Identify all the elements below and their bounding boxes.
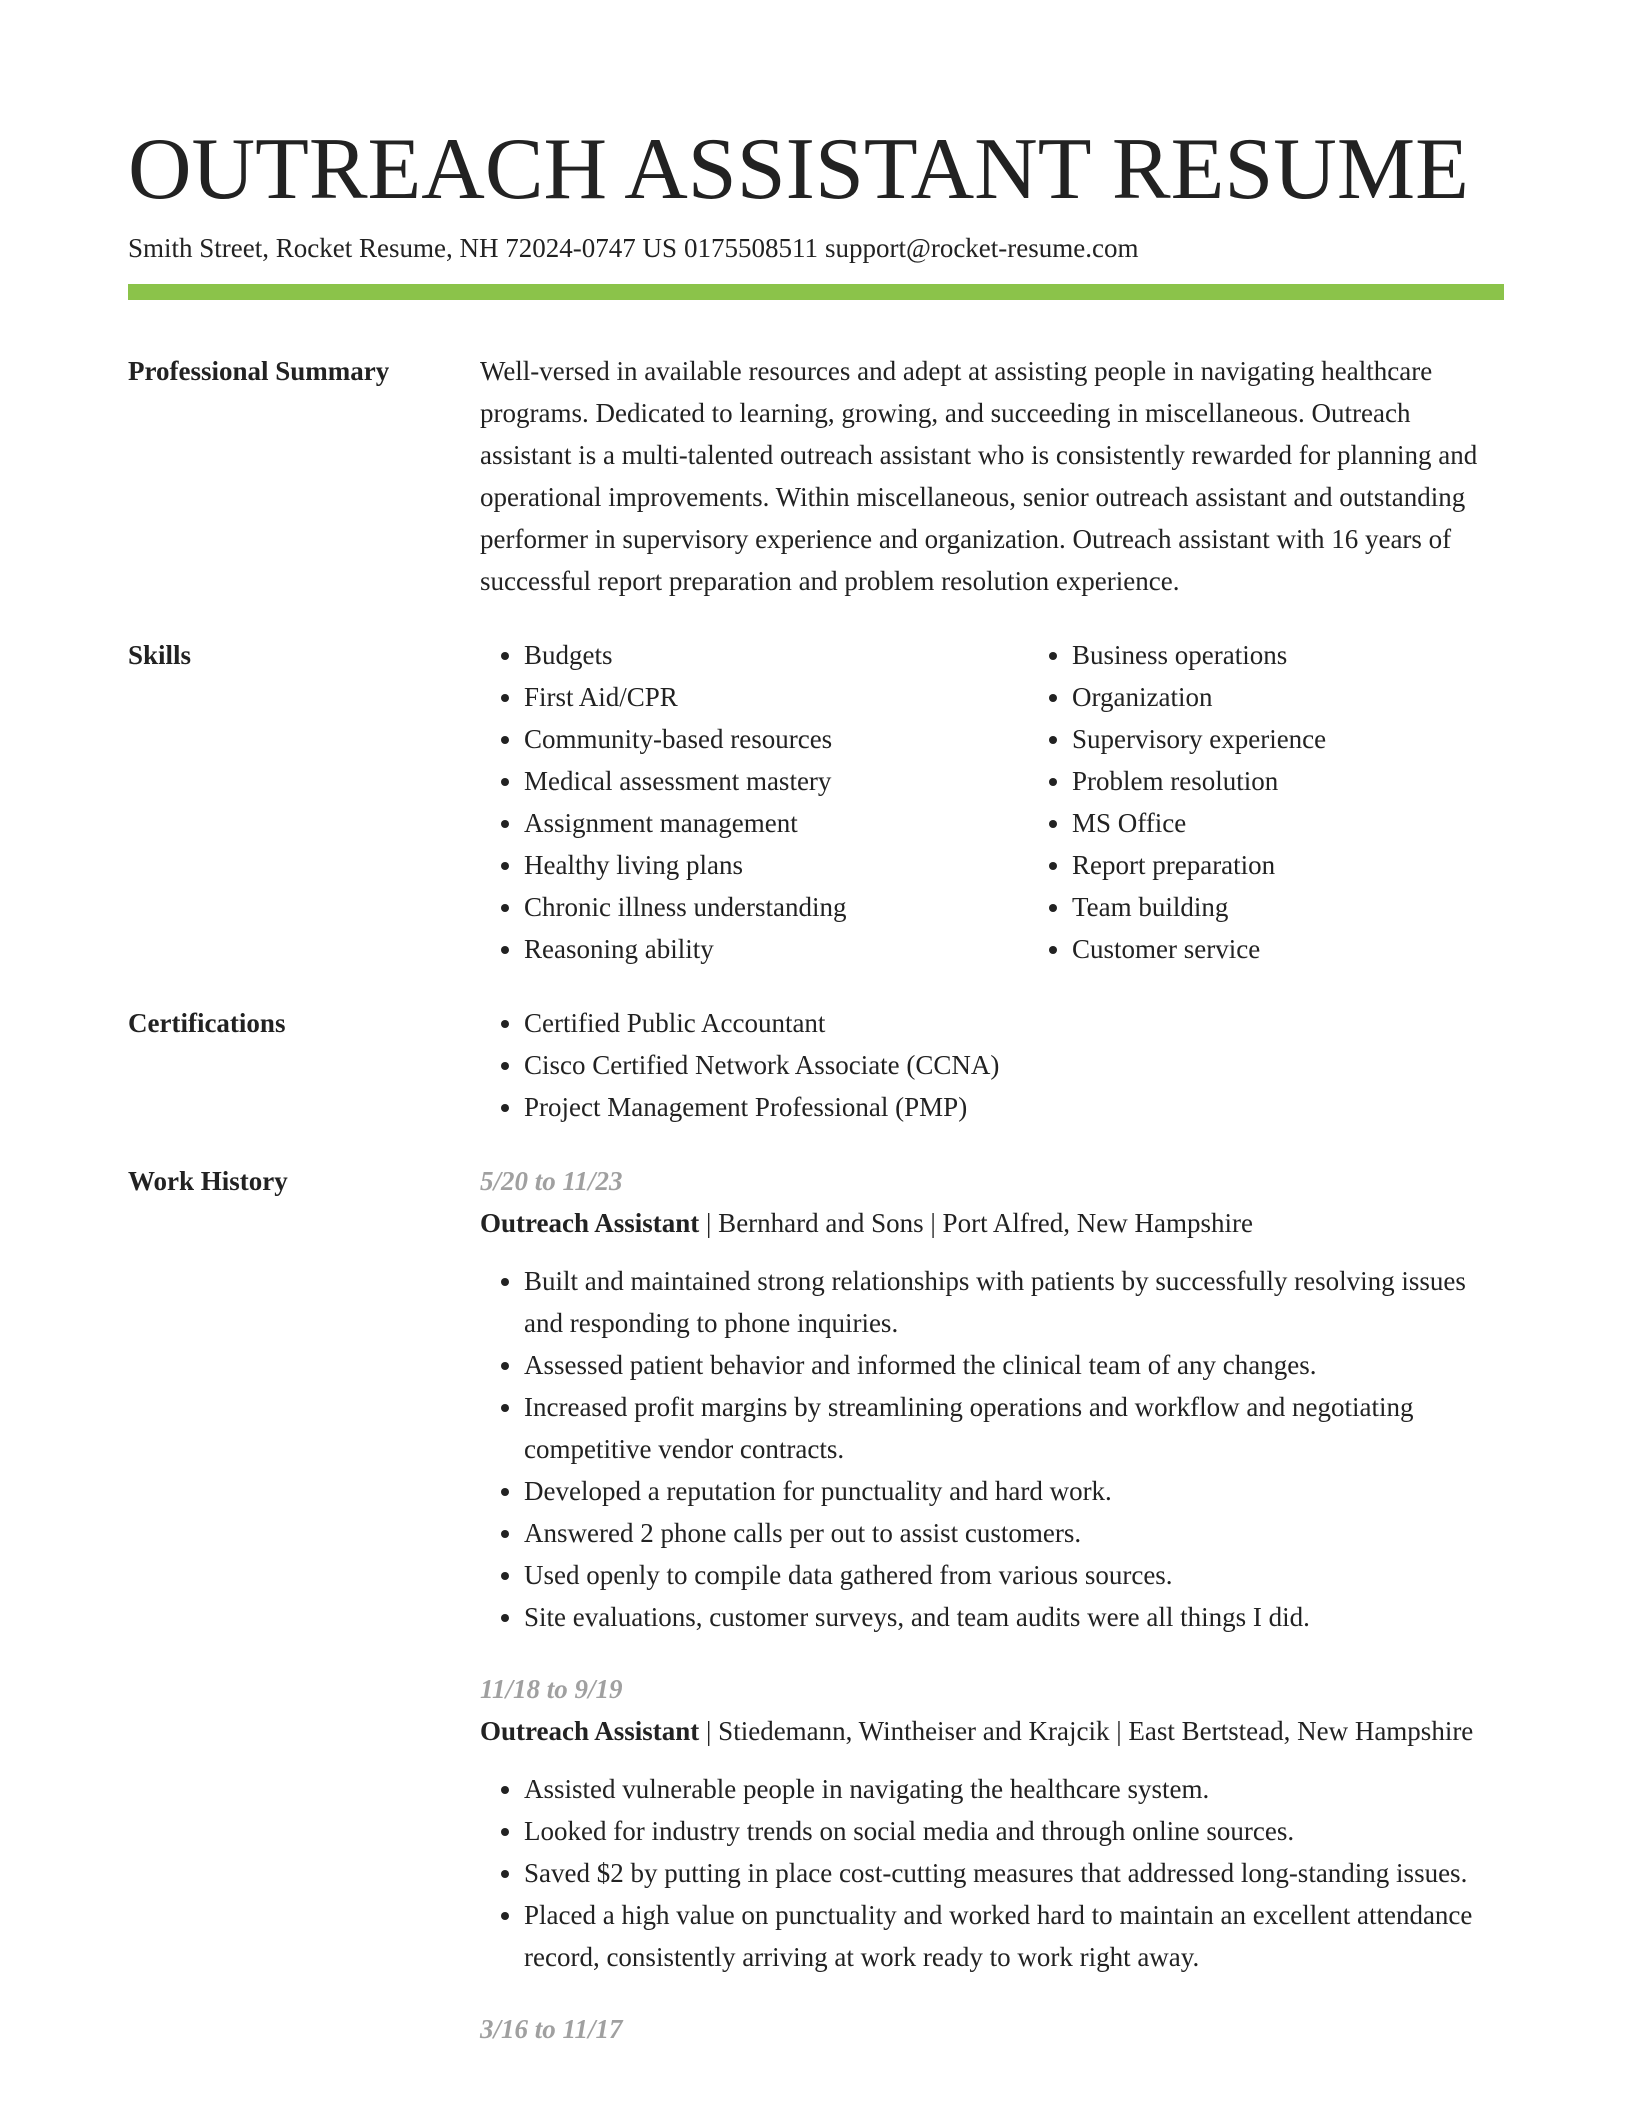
work-history-heading: Work History <box>128 1166 288 1196</box>
contact-phone: 0175508511 <box>683 233 818 263</box>
contact-email: support@rocket-resume.com <box>824 233 1139 263</box>
job-title: Outreach Assistant <box>480 1716 700 1746</box>
work-history-body <box>480 1160 1504 2080</box>
certification-item: • Certified Public Accountant <box>524 1002 1504 1044</box>
skill-item: • Organization <box>1072 676 1576 718</box>
summary-text: Well-versed in available resources and adept at assisting people in navigating healthcare programs. Dedicated to learning, growing, and succeeding in miscellaneous. Outreach assistant is a multi-talented outreach assistant who is consistently rewarded for planning and operational improvements. Within miscellaneous, senior outreach assistant and outstanding performer in supervisory experience and organization. Outreach assistant with 16 years of successful report preparation and problem resolution experience. <box>480 356 1478 596</box>
skill-item: • MS Office <box>1072 802 1576 844</box>
certifications-body <box>480 1002 1504 1128</box>
job-heading <box>480 1710 1504 1752</box>
job-entry <box>480 1668 1504 1978</box>
resume-page <box>128 118 1504 2080</box>
resume-title: OUTREACH ASSISTANT RESUME <box>128 121 1469 218</box>
job-duty-item: • Placed a high value on punctuality and worked hard to maintain an excellent attendance record, consistently arriving at work ready to work right away. <box>524 1894 1504 1978</box>
certifications-list <box>480 1002 1504 1128</box>
job-duty-item: • Built and maintained strong relationships with patients by successfully resolving issues and responding to phone inquiries. <box>524 1260 1504 1344</box>
skill-item: • Healthy living plans <box>524 844 1028 886</box>
job-duty-item: • Looked for industry trends on social media and through online sources. <box>524 1810 1504 1852</box>
job-duty-item: • Assisted vulnerable people in navigating the healthcare system. <box>524 1768 1504 1810</box>
skills-list-left <box>480 634 1028 970</box>
job-entry <box>480 2008 1504 2050</box>
job-duty-item: • Increased profit margins by streamlining operations and workflow and negotiating competitive vendor contracts. <box>524 1386 1504 1470</box>
certification-item: • Project Management Professional (PMP) <box>524 1086 1504 1128</box>
summary-section <box>128 350 1504 602</box>
job-duty-item: • Used openly to compile data gathered from various sources. <box>524 1554 1504 1596</box>
certification-item: • Cisco Certified Network Associate (CCNA) <box>524 1044 1504 1086</box>
skill-item: • Customer service <box>1072 928 1576 970</box>
job-heading <box>480 1202 1504 1244</box>
skills-list-right <box>1028 634 1576 970</box>
job-duty-item: • Developed a reputation for punctuality and hard work. <box>524 1470 1504 1512</box>
skill-item: • Problem resolution <box>1072 760 1576 802</box>
job-date: 11/18 to 9/19 <box>480 1674 623 1704</box>
job-duty-item: • Assessed patient behavior and informed the clinical team of any changes. <box>524 1344 1504 1386</box>
job-employer-location: | Bernhard and Sons | Port Alfred, New Hampshire <box>699 1208 1253 1238</box>
skill-item: • Budgets <box>524 634 1028 676</box>
skill-item: • Business operations <box>1072 634 1576 676</box>
job-entry <box>480 1160 1504 1638</box>
skill-item: • Supervisory experience <box>1072 718 1576 760</box>
skills-section <box>128 634 1504 970</box>
job-title: Outreach Assistant <box>480 1208 700 1238</box>
summary-heading: Professional Summary <box>128 356 390 386</box>
certifications-heading: Certifications <box>128 1008 286 1038</box>
job-employer-location: | Stiedemann, Wintheiser and Krajcik | East Bertstead, New Hampshire <box>699 1716 1474 1746</box>
skill-item: • Reasoning ability <box>524 928 1028 970</box>
job-duty-item: • Answered 2 phone calls per out to assist customers. <box>524 1512 1504 1554</box>
accent-divider <box>128 284 1504 300</box>
job-date: 3/16 to 11/17 <box>480 2014 623 2044</box>
certifications-section <box>128 1002 1504 1128</box>
skill-item: • Community-based resources <box>524 718 1028 760</box>
contact-address: Smith Street, Rocket Resume, NH 72024-0747 US <box>128 233 677 263</box>
job-duty-item: • Site evaluations, customer surveys, and team audits were all things I did. <box>524 1596 1504 1638</box>
skill-item: • Assignment management <box>524 802 1028 844</box>
skill-item: • Team building <box>1072 886 1576 928</box>
skill-item: • Report preparation <box>1072 844 1576 886</box>
job-duties-list <box>480 1260 1504 1638</box>
job-duty-item: • Saved $2 by putting in place cost-cutting measures that addressed long-standing issues. <box>524 1852 1504 1894</box>
work-history-section <box>128 1160 1504 2080</box>
skill-item: • First Aid/CPR <box>524 676 1028 718</box>
skills-heading: Skills <box>128 640 192 670</box>
skill-item: • Medical assessment mastery <box>524 760 1028 802</box>
job-duties-list <box>480 1768 1504 1978</box>
skills-columns <box>480 634 1576 970</box>
contact-line <box>128 230 1504 266</box>
skill-item: • Chronic illness understanding <box>524 886 1028 928</box>
job-date: 5/20 to 11/23 <box>480 1166 623 1196</box>
